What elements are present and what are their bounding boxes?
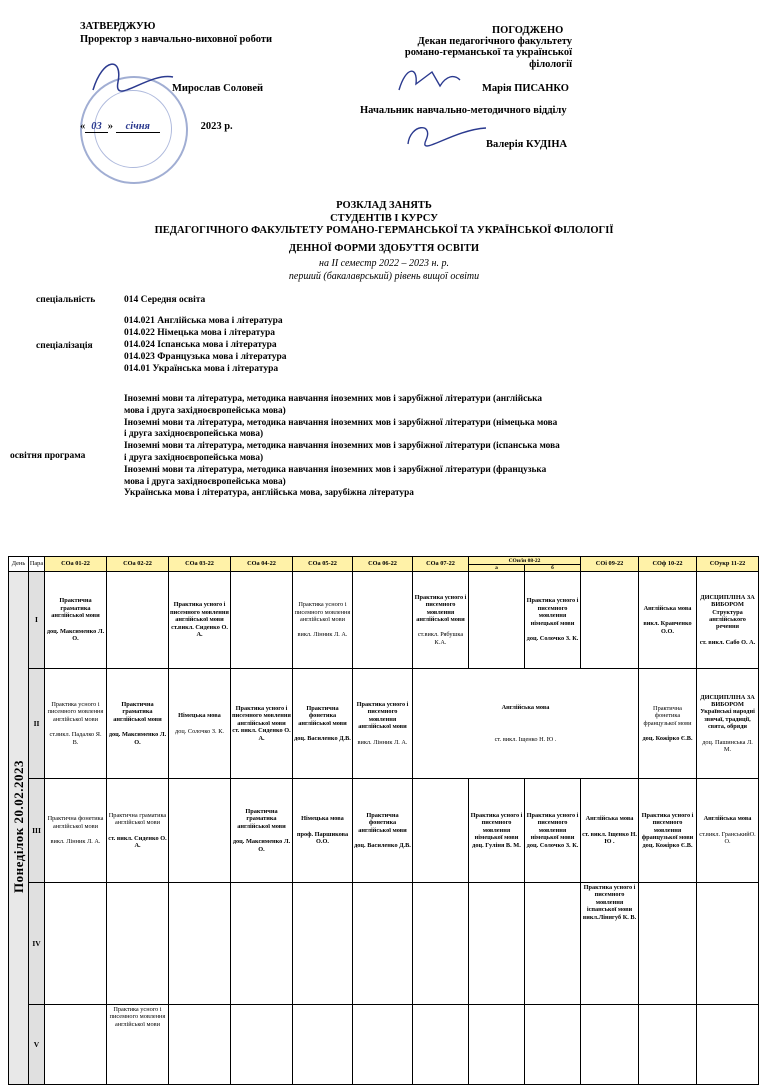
approval-left-role: Проректор з навчально-виховної роботи bbox=[80, 34, 273, 45]
header-group: СОа 02-22 bbox=[107, 557, 169, 572]
schedule-cell bbox=[413, 1005, 469, 1085]
schedule-cell bbox=[469, 883, 525, 1005]
program-line: мова і друга західноєвропейська мова) bbox=[124, 405, 286, 416]
signature-left bbox=[88, 52, 178, 100]
approval-right-role-2: романо-германської та української bbox=[404, 47, 572, 58]
schedule-cell: Практика усного і писемного мовлення німецької мови доц. Гуліня В. М. bbox=[469, 779, 525, 883]
schedule-cell: Практична фонетика англійської мови викл. Лінник Л. А. bbox=[45, 779, 107, 883]
schedule-cell bbox=[45, 883, 107, 1005]
program-line: Іноземні мови та література, методика навчання іноземних мов і зарубіжної літератури (англійська bbox=[124, 394, 542, 404]
header-group: СОа 06-22 bbox=[353, 557, 413, 572]
schedule-cell: Практика усного і писемного мовлення іспанської мови викл.Лінягуб К. В. bbox=[581, 883, 639, 1005]
header-day: День bbox=[9, 557, 29, 572]
specialization-item: 014.023 Французька мова і література bbox=[124, 352, 287, 362]
program-line: Іноземні мови та література, методика навчання іноземних мов і зарубіжної літератури (іспанська мова bbox=[124, 441, 560, 452]
header-para: Пара bbox=[29, 557, 45, 572]
title-line-2: СТУДЕНТІВ І КУРСУ bbox=[330, 212, 438, 224]
day-label: Понеділок 20.02.2023 bbox=[10, 760, 26, 894]
schedule-cell: ДИСЦИПЛІНА ЗА ВИБОРОМ Структура англійського речення ст. викл. Сабо О. А. bbox=[697, 572, 759, 669]
approval-date-month: січня bbox=[116, 121, 160, 133]
approval-date-day: 03 bbox=[85, 121, 108, 133]
para-number: IV bbox=[29, 883, 45, 1005]
title-line-1: РОЗКЛАД ЗАНЯТЬ bbox=[336, 200, 432, 211]
schedule-cell: Практика усного і писемного мовлення англійської мови викл. Лінник Л. А. bbox=[293, 572, 353, 669]
header-group: СОа 01-22 bbox=[45, 557, 107, 572]
specialty-label: спеціальність bbox=[36, 295, 96, 305]
specialization-item: 014.021 Англійська мова і література bbox=[124, 316, 283, 326]
approval-right-role-1: Декан педагогічного факультету bbox=[417, 36, 572, 47]
schedule-cell: Практика усного і писемного мовлення англійської мови ст. викл. Сиденко О. А. bbox=[231, 669, 293, 779]
schedule-cell bbox=[45, 1005, 107, 1085]
title-line-4: ДЕННОЇ ФОРМИ ЗДОБУТТЯ ОСВІТИ bbox=[288, 242, 480, 254]
specialization-item: 014.022 Німецька мова і література bbox=[124, 328, 276, 338]
schedule-cell bbox=[293, 883, 353, 1005]
schedule-cell: Англійська мова викл. Кравченко О.О. bbox=[639, 572, 697, 669]
program-line: Іноземні мови та література, методика навчання іноземних мов і зарубіжної літератури (німецька мова bbox=[124, 417, 558, 428]
schedule-cell bbox=[697, 1005, 759, 1085]
para-number: I bbox=[29, 572, 45, 669]
header-group: СОукр 11-22 bbox=[697, 557, 759, 572]
schedule-cell: Німецька мова проф. Паршикова О.О. bbox=[293, 779, 353, 883]
schedule-cell bbox=[169, 779, 231, 883]
approval-left-name: Мирослав Соловей bbox=[172, 83, 264, 94]
header-group: СОа 04-22 bbox=[231, 557, 293, 572]
schedule-cell bbox=[231, 572, 293, 669]
schedule-cell: Англійська мова ст.викл. ГранськийО. О. bbox=[697, 779, 759, 883]
schedule-cell bbox=[639, 1005, 697, 1085]
programs-list bbox=[124, 394, 654, 500]
schedule-cell bbox=[231, 1005, 293, 1085]
schedule-table bbox=[8, 556, 759, 1085]
schedule-cell: Практична фонетика французької мови доц. Кожірко Є.В. bbox=[639, 669, 697, 779]
schedule-cell bbox=[525, 883, 581, 1005]
para-number: II bbox=[29, 669, 45, 779]
approval-right-title: ПОГОДЖЕНО bbox=[492, 25, 564, 36]
schedule-cell: Німецька мова доц. Солочко З. К. bbox=[169, 669, 231, 779]
schedule-cell bbox=[353, 883, 413, 1005]
schedule-cell bbox=[525, 1005, 581, 1085]
schedule-cell bbox=[169, 1005, 231, 1085]
schedule-cell: Практика усного і писемного мовлення англійської мови bbox=[107, 1005, 169, 1085]
approval-left-title: ЗАТВЕРДЖУЮ bbox=[80, 21, 156, 32]
schedule-cell bbox=[107, 883, 169, 1005]
schedule-cell bbox=[231, 883, 293, 1005]
schedule-cell bbox=[413, 779, 469, 883]
program-line: і друга західноєвропейська мова) bbox=[124, 429, 264, 440]
schedule-cell bbox=[469, 572, 525, 669]
program-label: освітня програма bbox=[10, 451, 86, 461]
schedule-cell: Практична фонетика англійської мови доц. Василенко Д.В. bbox=[293, 669, 353, 779]
program-line: і друга західноєвропейська мова) bbox=[124, 452, 264, 463]
program-line: Іноземні мови та література, методика навчання іноземних мов і зарубіжної літератури (французька bbox=[124, 464, 547, 475]
schedule-cell: Практика усного і писемного мовлення німецької мови доц. Солочко З. К. bbox=[525, 572, 581, 669]
para-number: III bbox=[29, 779, 45, 883]
specialization-label: спеціалізація bbox=[36, 341, 93, 351]
header-group: СОа 07-22 bbox=[413, 557, 469, 572]
schedule-cell: Практика усного і писемного мовлення французької мови доц. Кожірко Є.В. bbox=[639, 779, 697, 883]
schedule-title bbox=[0, 200, 768, 283]
specialization-item: 014.024 Іспанська мова і література bbox=[124, 340, 277, 350]
approval-right-role-3: філології bbox=[529, 59, 572, 70]
schedule-cell: Практика усного і писемного мовлення англійської мови ст.викл. Падалко Я. В. bbox=[45, 669, 107, 779]
table-row bbox=[9, 883, 759, 1005]
schedule-cell bbox=[581, 1005, 639, 1085]
schedule-cell: Практика усного і писемного мовлення німецької мови доц. Солочко З. К. bbox=[525, 779, 581, 883]
header-subgroup-b: б bbox=[525, 565, 581, 572]
header-group: СОф 10-22 bbox=[639, 557, 697, 572]
approval-right-name-2: Валерія КУДІНА bbox=[486, 139, 568, 150]
specialty-value: 014 Середня освіта bbox=[124, 295, 206, 305]
schedule-cell: Практична граматика англійської мови доц. Максименко Л. О. bbox=[45, 572, 107, 669]
schedule-cell: Англійська мова ст. викл. Іщенко Н. Ю . bbox=[413, 669, 639, 779]
schedule-cell: Англійська мова ст. викл. Іщенко Н. Ю . bbox=[581, 779, 639, 883]
schedule-cell bbox=[581, 572, 639, 669]
signature-right-1 bbox=[394, 62, 464, 96]
header-group: СОн/ін 08-22 bbox=[469, 557, 581, 565]
program-line: Українська мова і література, англійська мова, зарубіжна література bbox=[124, 488, 414, 499]
header-group: СОа 05-22 bbox=[293, 557, 353, 572]
schedule-cell: Практична граматика англійської мови ст. викл. Сиденко О. А. bbox=[107, 779, 169, 883]
schedule-cell: Практика усного і писемного мовлення англійської мови викл. Лінник Л. А. bbox=[353, 669, 413, 779]
schedule-cell bbox=[107, 572, 169, 669]
approval-left-date: « 03 » січня 2023 р. bbox=[80, 121, 233, 132]
specialization-item: 014.01 Українська мова і література bbox=[124, 364, 279, 374]
schedule-cell bbox=[413, 883, 469, 1005]
signature-right-2 bbox=[400, 116, 490, 152]
schedule-cell: Практика усного і писемного мовлення англійської мови ст.викл. Сиденко О. А. bbox=[169, 572, 231, 669]
table-row bbox=[9, 1005, 759, 1085]
schedule-cell bbox=[469, 1005, 525, 1085]
schedule-cell bbox=[697, 883, 759, 1005]
header-group: СОа 03-22 bbox=[169, 557, 231, 572]
approval-date-year: 2023 р. bbox=[200, 121, 233, 132]
schedule-cell bbox=[169, 883, 231, 1005]
schedule-cell: Практична граматика англійської мови доц. Максименко Л. О. bbox=[107, 669, 169, 779]
title-line-6: перший (бакалаврський) рівень вищої освіти bbox=[288, 270, 480, 282]
schedule-cell bbox=[353, 1005, 413, 1085]
table-row bbox=[9, 779, 759, 883]
header-group: СОі 09-22 bbox=[581, 557, 639, 572]
table-row bbox=[9, 669, 759, 779]
approval-right-name-1: Марія ПИСАНКО bbox=[482, 83, 569, 94]
schedule-cell bbox=[353, 572, 413, 669]
schedule-cell: Практика усного і писемного мовлення англійської мови ст.викл. Рябушка К.А. bbox=[413, 572, 469, 669]
approval-right-role-4: Начальник навчально-методичного відділу bbox=[360, 105, 567, 116]
day-cell bbox=[9, 572, 29, 1085]
schedule-cell: Практична фонетика англійської мови доц. Василенко Д.В. bbox=[353, 779, 413, 883]
title-line-5: на ІІ семестр 2022 – 2023 н. р. bbox=[319, 258, 449, 269]
specializations-list bbox=[124, 315, 287, 375]
title-line-3: ПЕДАГОГІЧНОГО ФАКУЛЬТЕТУ РОМАНО-ГЕРМАНСЬКОЇ ТА УКРАЇНСЬКОЇ ФІЛОЛОГІЇ bbox=[154, 225, 614, 236]
program-line: мова і друга західноєвропейська мова) bbox=[124, 476, 286, 487]
header-subgroup-a: а bbox=[469, 565, 525, 572]
schedule-cell: ДИСЦИПЛІНА ЗА ВИБОРОМ Українські народні звичаї, традиції, свята, обряди доц. Пашинська Л. М. bbox=[697, 669, 759, 779]
schedule-cell bbox=[293, 1005, 353, 1085]
table-row bbox=[9, 572, 759, 669]
schedule-cell bbox=[639, 883, 697, 1005]
para-number: V bbox=[29, 1005, 45, 1085]
schedule-cell: Практична граматика англійської мови доц. Максименко Л. О. bbox=[231, 779, 293, 883]
